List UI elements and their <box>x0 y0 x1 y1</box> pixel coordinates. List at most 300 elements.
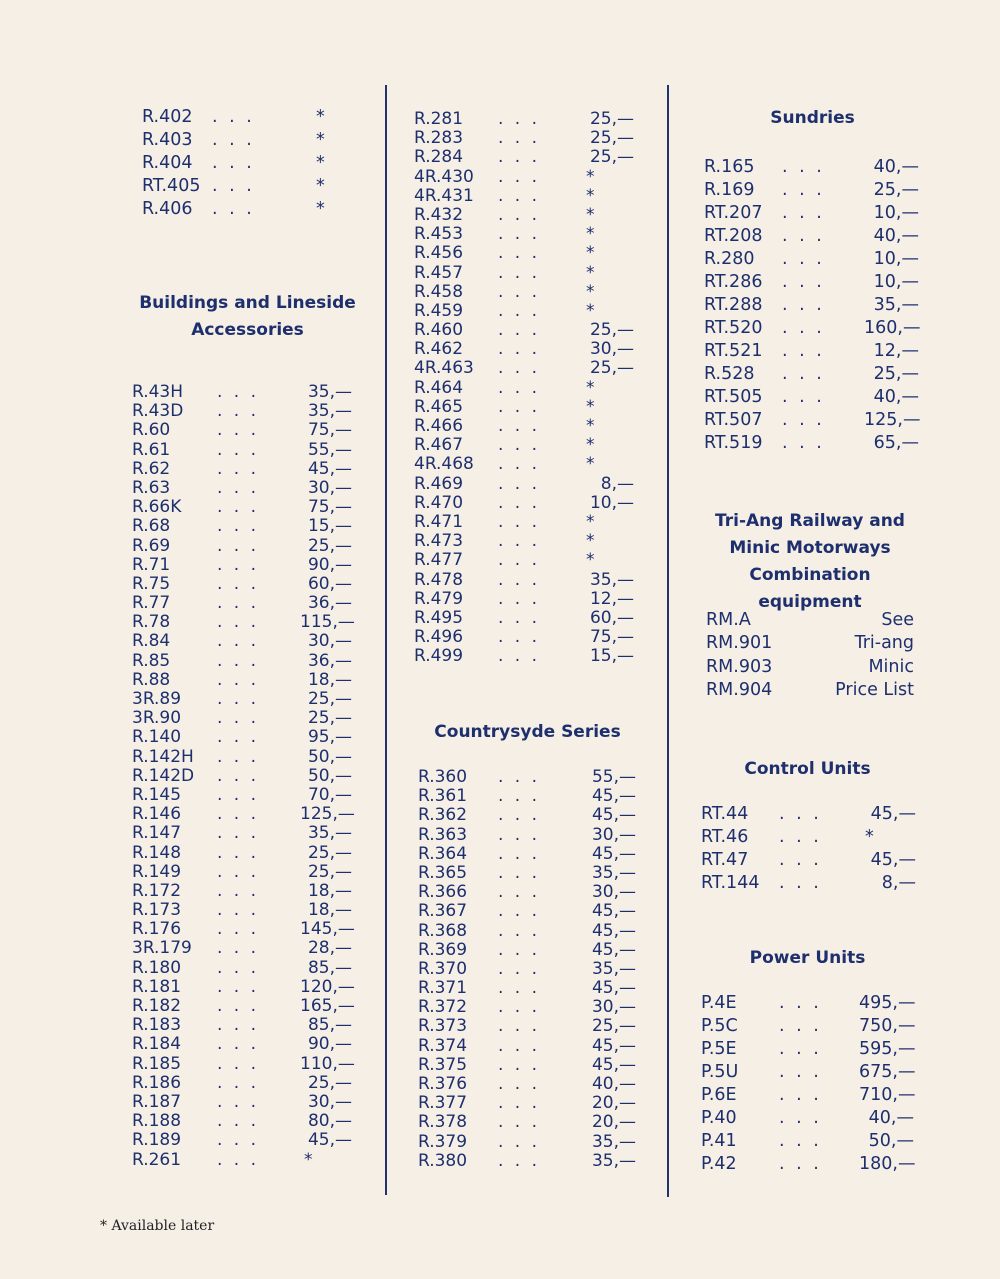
item-price: 45,— <box>307 1130 352 1151</box>
leader-dots: . . . <box>782 364 825 384</box>
leader-dots: . . . <box>217 765 260 786</box>
price-row <box>414 570 644 589</box>
item-code: R.78 <box>132 612 171 633</box>
price-row <box>704 341 929 364</box>
price-row <box>414 186 644 205</box>
item-price: 25,— <box>307 689 352 709</box>
item-price: 30,— <box>591 882 636 903</box>
item-code: 4R.463 <box>414 358 474 379</box>
item-code: R.43H <box>132 382 184 402</box>
item-code: R.377 <box>418 1093 468 1114</box>
combination-heading-line-1: Tri-Ang Railway and <box>715 511 905 531</box>
price-row <box>414 320 644 339</box>
item-price: * <box>586 300 595 321</box>
item-price: 35,— <box>591 1131 636 1152</box>
item-code: R.281 <box>414 109 464 129</box>
leader-dots: . . . <box>779 873 822 893</box>
combo-code: RM.904 <box>706 679 773 700</box>
combination-list <box>706 610 916 703</box>
price-row <box>132 1111 362 1130</box>
leader-dots: . . . <box>498 492 541 513</box>
price-row <box>132 900 362 919</box>
price-row <box>701 1154 921 1177</box>
leader-dots: . . . <box>782 180 825 200</box>
item-price: 30,— <box>591 824 636 845</box>
leader-dots: . . . <box>217 1130 260 1151</box>
item-price: 15,— <box>589 646 634 667</box>
item-price: 10,— <box>873 272 919 292</box>
item-price: * <box>586 377 595 398</box>
price-row <box>142 107 342 130</box>
leader-dots: . . . <box>212 176 255 196</box>
leader-dots: . . . <box>498 920 541 941</box>
leader-dots: . . . <box>498 882 541 903</box>
item-code: R.528 <box>704 364 755 384</box>
item-code: R.370 <box>418 958 468 979</box>
leader-dots: . . . <box>217 1111 260 1132</box>
price-row <box>132 651 362 670</box>
leader-dots: . . . <box>217 746 260 767</box>
price-row <box>414 550 644 569</box>
leader-dots: . . . <box>217 382 260 402</box>
combo-code: RM.903 <box>706 656 773 677</box>
leader-dots: . . . <box>782 249 825 269</box>
leader-dots: . . . <box>217 900 260 921</box>
item-code: P.42 <box>701 1154 737 1174</box>
price-row <box>132 689 362 708</box>
price-row <box>414 627 644 646</box>
item-price: 25,— <box>591 1016 636 1037</box>
leader-dots: . . . <box>217 458 260 479</box>
item-code: 3R.179 <box>132 938 192 959</box>
combo-note: Tri-ang <box>854 633 914 654</box>
item-price: 35,— <box>591 862 636 883</box>
leader-dots: . . . <box>779 1039 822 1059</box>
price-row <box>418 997 648 1016</box>
item-code: R.406 <box>142 199 193 219</box>
item-code: R.75 <box>132 573 171 594</box>
price-row <box>414 608 644 627</box>
price-row <box>418 786 648 805</box>
price-row <box>701 850 921 873</box>
item-price: 75,— <box>307 420 352 441</box>
item-code: R.402 <box>142 107 193 127</box>
col1-top-list <box>142 107 342 222</box>
price-row <box>414 378 644 397</box>
item-code: RT.288 <box>704 295 763 315</box>
item-code: R.458 <box>414 281 464 302</box>
item-code: R.142H <box>132 746 194 767</box>
item-price: 165,— <box>300 996 355 1016</box>
price-row <box>704 295 929 318</box>
combo-row <box>706 633 916 656</box>
leader-dots: . . . <box>498 824 541 845</box>
item-code: R.366 <box>418 882 468 903</box>
item-code: R.85 <box>132 650 171 671</box>
leader-dots: . . . <box>498 588 541 609</box>
price-row <box>142 176 342 199</box>
price-row <box>414 589 644 608</box>
item-price: 95,— <box>307 727 352 748</box>
price-row <box>414 416 644 435</box>
item-price: 45,— <box>591 843 636 864</box>
price-row <box>414 531 644 550</box>
leader-dots: . . . <box>498 454 541 475</box>
item-price: 30,— <box>307 1091 352 1112</box>
leader-dots: . . . <box>782 157 825 177</box>
leader-dots: . . . <box>779 1016 822 1036</box>
price-row <box>132 631 362 650</box>
leader-dots: . . . <box>498 1074 541 1094</box>
price-row <box>701 1108 921 1131</box>
leader-dots: . . . <box>498 473 541 494</box>
item-code: R.147 <box>132 823 182 844</box>
price-row <box>701 993 921 1016</box>
price-row <box>418 940 648 959</box>
price-row <box>132 823 362 842</box>
item-price: 18,— <box>307 900 352 921</box>
price-row <box>132 670 362 689</box>
item-code: R.376 <box>418 1074 468 1094</box>
price-row <box>701 1131 921 1154</box>
leader-dots: . . . <box>498 1093 541 1114</box>
item-code: RT.44 <box>701 804 749 824</box>
price-row <box>132 881 362 900</box>
item-code: R.478 <box>414 569 464 590</box>
item-price: 180,— <box>859 1154 916 1174</box>
leader-dots: . . . <box>498 281 541 302</box>
item-price: 65,— <box>873 433 919 453</box>
leader-dots: . . . <box>779 993 822 1013</box>
leader-dots: . . . <box>217 689 260 709</box>
item-code: R.183 <box>132 1015 182 1036</box>
leader-dots: . . . <box>498 262 541 283</box>
price-row <box>132 440 362 459</box>
price-row <box>132 478 362 497</box>
leader-dots: . . . <box>498 377 541 398</box>
item-price: * <box>586 531 595 552</box>
combo-row <box>706 657 916 680</box>
item-price: * <box>586 243 595 264</box>
leader-dots: . . . <box>217 804 260 825</box>
item-code: R.185 <box>132 1053 182 1074</box>
item-price: 30,— <box>307 477 352 498</box>
leader-dots: . . . <box>217 919 260 940</box>
item-code: R.473 <box>414 531 464 552</box>
item-price: 10,— <box>873 249 919 269</box>
item-code: R.375 <box>418 1054 468 1075</box>
leader-dots: . . . <box>498 569 541 590</box>
price-row <box>414 646 644 665</box>
item-code: R.187 <box>132 1091 182 1112</box>
item-code: RT.521 <box>704 341 763 361</box>
col2-countrysyde-list <box>418 767 648 1170</box>
price-row <box>142 199 342 222</box>
leader-dots: . . . <box>498 300 541 321</box>
leader-dots: . . . <box>217 861 260 882</box>
item-price: 40,— <box>868 1108 914 1128</box>
item-code: RT.505 <box>704 387 763 407</box>
item-price: 45,— <box>591 978 636 999</box>
item-code: R.469 <box>414 473 464 494</box>
item-code: R.373 <box>418 1016 468 1037</box>
leader-dots: . . . <box>498 147 541 168</box>
item-price: 75,— <box>589 627 634 648</box>
item-price: 675,— <box>859 1062 916 1082</box>
price-row <box>132 1092 362 1111</box>
item-price: 45,— <box>591 1054 636 1075</box>
price-row <box>132 804 362 823</box>
item-price: 35,— <box>307 401 352 422</box>
leader-dots: . . . <box>498 109 541 129</box>
item-code: 4R.431 <box>414 185 474 206</box>
price-row <box>132 938 362 957</box>
item-price: 710,— <box>859 1085 916 1105</box>
item-price: 55,— <box>307 439 352 460</box>
price-row <box>142 153 342 176</box>
item-code: R.456 <box>414 243 464 264</box>
item-price: * <box>586 396 595 417</box>
item-code: R.148 <box>132 842 182 863</box>
leader-dots: . . . <box>498 646 541 667</box>
price-row <box>418 1055 648 1074</box>
item-price: 595,— <box>859 1039 916 1059</box>
leader-dots: . . . <box>217 1149 260 1170</box>
leader-dots: . . . <box>498 1016 541 1037</box>
item-price: 25,— <box>873 364 919 384</box>
price-row <box>132 785 362 804</box>
leader-dots: . . . <box>498 166 541 187</box>
item-price: 60,— <box>589 607 634 628</box>
price-row <box>132 958 362 977</box>
leader-dots: . . . <box>498 416 541 436</box>
item-code: R.403 <box>142 130 193 150</box>
item-price: 40,— <box>873 157 919 177</box>
price-row <box>704 249 929 272</box>
item-code: R.140 <box>132 727 182 748</box>
item-code: R.471 <box>414 511 464 532</box>
item-code: R.186 <box>132 1072 182 1093</box>
item-code: 3R.89 <box>132 689 182 709</box>
item-code: R.181 <box>132 976 182 997</box>
leader-dots: . . . <box>498 1131 541 1152</box>
item-code: R.165 <box>704 157 755 177</box>
item-price: 15,— <box>307 516 352 537</box>
item-code: R.169 <box>704 180 755 200</box>
price-row <box>701 1062 921 1085</box>
item-code: R.371 <box>418 978 468 999</box>
item-price: 20,— <box>591 1112 636 1133</box>
item-price: 45,— <box>591 939 636 960</box>
leader-dots: . . . <box>498 767 541 787</box>
sundries-list <box>704 157 929 456</box>
item-code: R.380 <box>418 1150 468 1171</box>
item-code: R.284 <box>414 147 464 168</box>
price-row <box>414 397 644 416</box>
item-price: 25,— <box>589 128 634 149</box>
price-row <box>704 272 929 295</box>
item-price: 45,— <box>591 920 636 941</box>
combo-note: See <box>881 610 914 630</box>
item-price: 80,— <box>307 1111 352 1132</box>
combo-code: RM.901 <box>706 633 773 654</box>
leader-dots: . . . <box>498 997 541 1018</box>
leader-dots: . . . <box>498 1054 541 1075</box>
combo-note: Price List <box>835 679 914 700</box>
price-row <box>418 1132 648 1151</box>
item-code: R.479 <box>414 588 464 609</box>
leader-dots: . . . <box>498 978 541 999</box>
item-price: 40,— <box>591 1074 636 1094</box>
leader-dots: . . . <box>498 939 541 960</box>
price-row <box>701 1039 921 1062</box>
item-code: R.362 <box>418 805 468 826</box>
price-row <box>414 224 644 243</box>
item-code: R.464 <box>414 377 464 398</box>
item-price: 25,— <box>307 708 352 729</box>
item-price: * <box>586 454 595 475</box>
price-row <box>414 109 644 128</box>
item-code: R.182 <box>132 996 182 1016</box>
price-row <box>418 844 648 863</box>
item-code: RT.208 <box>704 226 763 246</box>
price-row <box>132 747 362 766</box>
leader-dots: . . . <box>498 901 541 922</box>
item-code: 3R.90 <box>132 708 182 729</box>
control-units-heading: Control Units <box>744 759 871 779</box>
item-price: 25,— <box>873 180 919 200</box>
item-price: 10,— <box>589 492 634 513</box>
item-price: 12,— <box>589 588 634 609</box>
item-price: 145,— <box>300 919 355 940</box>
leader-dots: . . . <box>217 650 260 671</box>
control-units-list <box>701 804 921 896</box>
item-code: R.145 <box>132 784 182 805</box>
price-row <box>418 901 648 920</box>
item-price: * <box>316 176 325 196</box>
leader-dots: . . . <box>217 497 260 518</box>
price-row <box>132 593 362 612</box>
price-row <box>418 1016 648 1035</box>
leader-dots: . . . <box>779 850 822 870</box>
item-code: R.459 <box>414 300 464 321</box>
item-price: 18,— <box>307 880 352 901</box>
leader-dots: . . . <box>212 153 255 173</box>
item-code: R.495 <box>414 607 464 628</box>
item-price: 35,— <box>589 569 634 590</box>
item-price: 115,— <box>300 612 355 633</box>
item-price: * <box>316 153 325 173</box>
leader-dots: . . . <box>498 607 541 628</box>
item-code: R.146 <box>132 804 182 825</box>
item-code: R.374 <box>418 1035 468 1056</box>
item-code: P.40 <box>701 1108 737 1128</box>
combo-row <box>706 680 916 703</box>
price-row <box>704 410 929 433</box>
item-price: 125,— <box>300 804 355 825</box>
item-price: 28,— <box>307 938 352 959</box>
leader-dots: . . . <box>782 410 825 430</box>
leader-dots: . . . <box>217 554 260 575</box>
item-code: R.470 <box>414 492 464 513</box>
price-row <box>132 1015 362 1034</box>
price-row <box>132 977 362 996</box>
item-code: P.5U <box>701 1062 739 1082</box>
leader-dots: . . . <box>217 938 260 959</box>
price-row <box>414 167 644 186</box>
price-row <box>132 1054 362 1073</box>
item-code: R.261 <box>132 1149 182 1170</box>
price-row <box>414 435 644 454</box>
leader-dots: . . . <box>779 827 822 847</box>
item-code: R.360 <box>418 767 468 787</box>
price-row <box>704 180 929 203</box>
leader-dots: . . . <box>217 535 260 556</box>
leader-dots: . . . <box>498 204 541 225</box>
item-price: 45,— <box>591 901 636 922</box>
leader-dots: . . . <box>498 185 541 206</box>
item-code: R.460 <box>414 320 464 341</box>
item-price: * <box>316 130 325 150</box>
item-price: 495,— <box>859 993 916 1013</box>
leader-dots: . . . <box>217 439 260 460</box>
leader-dots: . . . <box>217 842 260 863</box>
leader-dots: . . . <box>782 433 825 453</box>
price-row <box>414 263 644 282</box>
item-price: * <box>586 224 595 245</box>
combination-heading <box>695 508 925 616</box>
price-row <box>132 516 362 535</box>
item-price: 45,— <box>307 458 352 479</box>
price-row <box>418 1112 648 1131</box>
leader-dots: . . . <box>782 272 825 292</box>
leader-dots: . . . <box>217 880 260 901</box>
column-divider-right <box>667 85 669 1197</box>
item-price: 35,— <box>591 1150 636 1171</box>
item-price: 55,— <box>591 767 636 787</box>
item-price: * <box>316 199 325 219</box>
item-code: R.477 <box>414 550 464 571</box>
item-price: 40,— <box>873 226 919 246</box>
leader-dots: . . . <box>782 295 825 315</box>
item-price: 50,— <box>307 746 352 767</box>
leader-dots: . . . <box>782 203 825 223</box>
item-code: R.62 <box>132 458 171 479</box>
buildings-heading-line-2: Accessories <box>191 320 304 340</box>
item-code: R.465 <box>414 396 464 417</box>
leader-dots: . . . <box>782 318 825 338</box>
leader-dots: . . . <box>498 1150 541 1171</box>
price-row <box>414 128 644 147</box>
price-row <box>132 1130 362 1149</box>
leader-dots: . . . <box>498 805 541 826</box>
item-code: R.467 <box>414 435 464 456</box>
item-price: 50,— <box>868 1131 914 1151</box>
item-code: R.189 <box>132 1130 182 1151</box>
item-code: R.63 <box>132 477 171 498</box>
leader-dots: . . . <box>498 358 541 379</box>
item-code: R.188 <box>132 1111 182 1132</box>
price-row <box>132 919 362 938</box>
price-row <box>418 805 648 824</box>
item-price: * <box>586 166 595 187</box>
item-price: 120,— <box>300 976 355 997</box>
item-code: R.372 <box>418 997 468 1018</box>
leader-dots: . . . <box>779 1085 822 1105</box>
item-price: 25,— <box>307 861 352 882</box>
item-code: P.5E <box>701 1039 737 1059</box>
item-code: R.184 <box>132 1034 182 1055</box>
